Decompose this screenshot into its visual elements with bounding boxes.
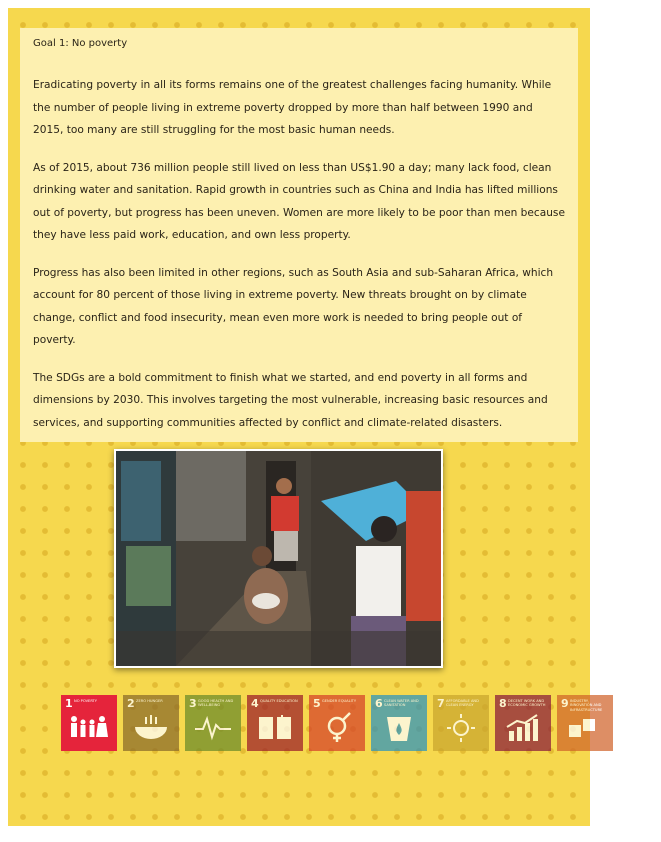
page-background [8,8,603,826]
gender-icon [317,713,357,743]
sdg-tile-1[interactable] [61,695,117,751]
book-icon [255,713,295,743]
sdg-tile-4[interactable] [247,695,303,751]
growth-icon [503,713,543,743]
goal-heading: Goal 1: No poverty [33,38,128,49]
heartbeat-icon [193,713,233,743]
tile-number: 8 [499,697,507,710]
tile-label: QUALITY EDUCATION [260,699,298,703]
sdg-tile-2[interactable] [123,695,179,751]
tile-label: INDUSTRY, INNOVATION AND INFRASTRUCTURE [570,699,603,712]
tile-number: 1 [65,697,73,710]
sdg-tile-8[interactable] [495,695,551,751]
paragraph-1: Eradicating poverty in all its forms remains one of the greatest challenges facing humanity. While the number of people living in extreme poverty dropped by more than half between 1990 and 2015, too many are still struggling for the most basic human needs. [33,79,552,136]
tile-number: 2 [127,697,135,710]
tile-label: DECENT WORK AND ECONOMIC GROWTH [508,699,546,708]
paragraph-4: The SDGs are a bold commitment to finish what we started, and end poverty in all forms and dimensions by 2030. This involves targeting the most vulnerable, increasing basic resources and services, and supporting communities affected by conflict and climate-related disasters. [33,371,548,429]
tile-number: 9 [561,697,569,710]
sdg-tile-7[interactable] [433,695,489,751]
sdg-tile-3[interactable] [185,695,241,751]
tile-label: GOOD HEALTH AND WELL-BEING [198,699,234,708]
tile-number: 7 [437,697,445,710]
sdg-tile-6[interactable] [371,695,427,751]
text-panel [20,28,578,442]
sun-icon [441,713,481,743]
bowl-icon [131,713,171,743]
sdg-tile-9[interactable] [557,695,613,751]
paragraph-3: Progress has also been limited in other regions, such as South Asia and sub-Saharan Africa, which account for 80 percent of those living in extreme poverty. New threats brought on by climate change, conflict and food insecurity, mean even more work is needed to bring people out of poverty. [33,266,554,346]
tile-number: 6 [375,697,383,710]
slum-photo [114,449,443,668]
tile-label: GENDER EQUALITY [322,699,357,703]
water-icon [379,713,419,743]
tile-label: CLEAN WATER AND SANITATION [384,699,419,708]
tile-number: 5 [313,697,321,710]
sdg-tiles-row [61,695,661,753]
tile-number: 4 [251,697,259,710]
sdg-tile-5[interactable] [309,695,365,751]
tile-label: ZERO HUNGER [136,699,163,703]
tile-label: AFFORDABLE AND CLEAN ENERGY [446,699,479,708]
family-icon [69,713,109,743]
tile-label: NO POVERTY [74,699,97,703]
paragraph-2: As of 2015, about 736 million people still lived on less than US$1.90 a day; many lack food, clean drinking water and sanitation. Rapid growth in countries such as China and India has lifted millions out of poverty, but progress has been uneven. Women are more likely to be poor than men because they have less paid work, education, and own less property. [33,161,565,241]
photo-illustration [116,451,441,666]
tile-number: 3 [189,697,197,710]
cubes-icon [565,713,605,743]
